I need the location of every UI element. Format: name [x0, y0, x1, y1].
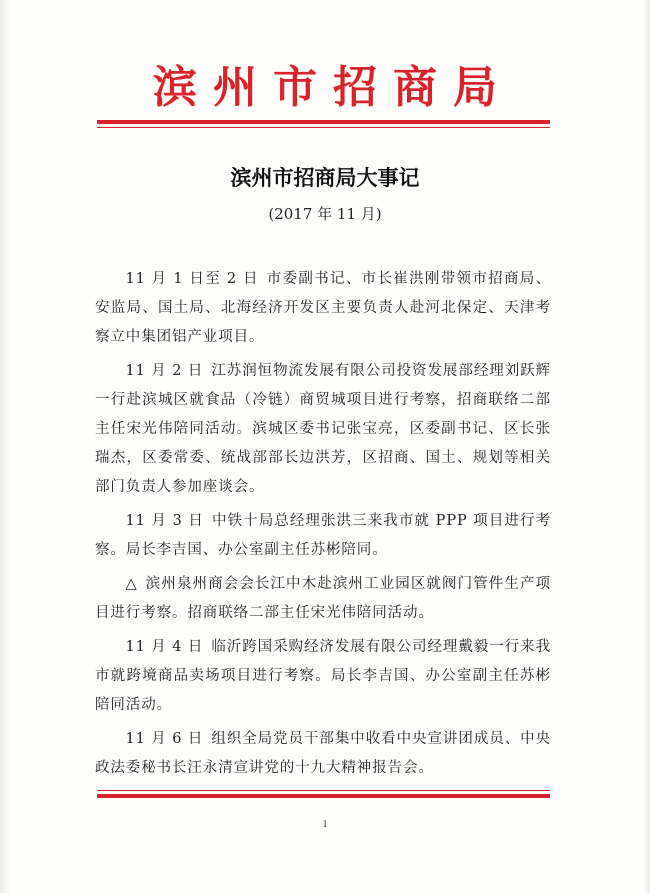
footer-rule-thin	[97, 790, 550, 791]
entry-date: 11 月 4 日	[125, 639, 204, 655]
entry-paragraph	[95, 633, 551, 720]
entry-text: 江苏润恒物流发展有限公司投资发展部经理刘跃辉一行赴滨城区就食品（冷链）商贸城项目进行考察，招商联络二部主任宋光伟陪同活动。滨城区委书记张宝亮，区委副书记、区长张瑞杰，区委常委、统战部部长边洪芳，区招商、国土、规划等相关部门负责人参加座谈会。	[95, 363, 551, 495]
entry-text: 滨州泉州商会会长江中木赴滨州工业园区就阀门管件生产项目进行考察。招商联络二部主任宋光伟陪同活动。	[95, 576, 551, 621]
entry-text: 组织全局党员干部集中收看中央宣讲团成员、中央政法委秘书长汪永清宣讲党的十九大精神报告会。	[95, 731, 551, 776]
entry-paragraph	[95, 725, 551, 783]
entry-paragraph	[95, 265, 551, 352]
entry-text: 临沂跨国采购经济发展有限公司经理戴毅一行来我市就跨境商品卖场项目进行考察。局长李吉国、办公室副主任苏彬陪同活动。	[95, 639, 551, 713]
masthead-rule-thin	[97, 127, 550, 128]
entry-date: 11 月 3 日	[125, 513, 204, 529]
masthead-title: 滨州市招商局	[153, 62, 513, 113]
entry-paragraph	[95, 507, 551, 565]
scan-shadow-left	[0, 0, 10, 893]
document-body	[95, 265, 551, 788]
entry-date: 11 月 6 日	[125, 731, 204, 747]
page-number: 1	[322, 818, 328, 830]
red-masthead	[0, 58, 650, 118]
entry-text: 市委副书记、市长崔洪刚带领市招商局、安监局、国土局、北海经济开发区主要负责人赴河北保定、天津考察立中集团铝产业项目。	[95, 271, 551, 345]
footer-rule-thick	[97, 794, 550, 798]
document-period: (2017 年 11 月)	[268, 205, 382, 223]
masthead-rule-thick	[97, 120, 550, 124]
entry-paragraph	[95, 357, 551, 502]
document-title: 滨州市招商局大事记	[230, 165, 420, 190]
scan-shadow-right	[642, 0, 650, 893]
entry-date: 11 月 2 日	[125, 363, 204, 379]
entry-text: 中铁十局总经理张洪三来我市就 PPP 项目进行考察。局长李吉国、办公室副主任苏彬陪同。	[95, 513, 551, 558]
entry-date: 11 月 1 日至 2 日	[125, 271, 259, 287]
entry-marker: △	[125, 576, 138, 592]
entry-paragraph	[95, 570, 551, 628]
